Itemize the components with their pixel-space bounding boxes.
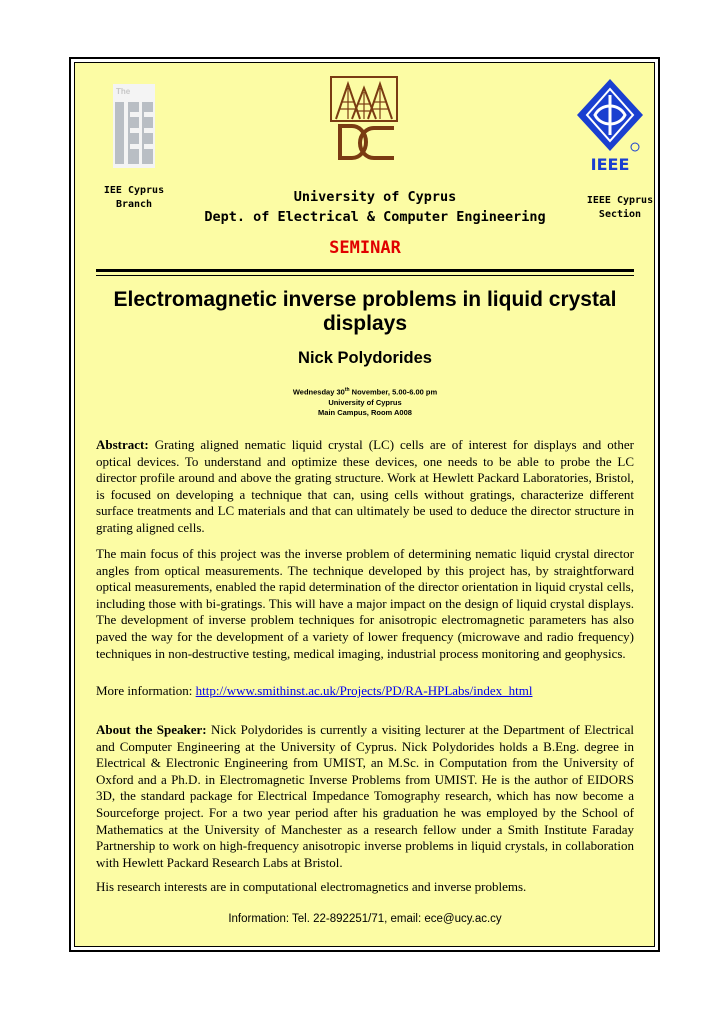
more-info-link[interactable]: http://www.smithinst.ac.uk/Projects/PD/RA-HPLabs/index_html [195, 683, 533, 698]
talk-title-line2: displays [322, 312, 408, 335]
more-info [96, 683, 634, 700]
talk-date [96, 385, 634, 398]
venue-line2: Main Campus, Room A008 [318, 407, 412, 417]
abstract-text: Grating aligned nematic liquid crystal (LC) cells are of interest for displays and other optical devices. To understand and optimize these devices, one needs to be able to probe the LC director profile around and above the grating structure. Work at Hewlett Packard Laboratories, Bristol, is focused on developing a technique that can, using cells without gratings, characterize different surface treatments and LC materials and that can ultimately be used to deduce the director structure in grating aligned cells. [96, 437, 634, 535]
divider-thick [96, 269, 634, 272]
speaker-bio-text: Nick Polydorides is currently a visiting lecturer at the Department of Electrical and Computer Engineering at the University of Cyprus. Nick Polydorides holds a B.Eng. degree in Electrical & Electronic Engineering from UMIST, an M.Sc. in Computation from the University of Oxford and a Ph.D. in Electromagnetic Inverse Problems from UMIST. He is the author of EIDORS 3D, the standard package for Electrical Impedance Tomography research, which has now become a Sourceforge project. For a two year period after his graduation he was employed by the School of Mathematics at the University of Manchester as a research fellow under a Smith Institute Faraday Partnership to work on high-frequency anisotropic inverse problems in liquid crystals, in collaboration with Hewlett Packard Research Labs at Bristol. [96, 722, 634, 870]
project-paragraph: The main focus of this project was the inverse problem of determining nematic liquid crystal director angles from optical measurements. The technique developed by this project has, by straightforward optical measurements, enabled the rapid determination of the director orientation in liquid crystal cells, including those with bi-gratings. This will have a major impact on the design of liquid crystal displays. The development of inverse problem techniques for anisotropic electromagnetic parameters has also paved the way for the development of a variety of lower frequency (microwave and radio frequency) techniques in non-destructive testing, medical imaging, industrial process monitoring and geophysics. [96, 546, 634, 661]
ieee-logo-text: IEEE [590, 155, 630, 173]
ucy-logo [330, 76, 398, 162]
ieee-section-label [580, 194, 660, 222]
more-info-label: More information: [96, 683, 196, 698]
divider-thin [96, 275, 634, 276]
abstract-paragraph [96, 437, 634, 537]
ieee-section-line1: IEEE Cyprus [586, 195, 654, 206]
talk-title-line1: Electromagnetic inverse problems in liquid crystal [113, 288, 617, 311]
research-interests: His research interests are in computational electromagnetics and inverse problems. [96, 879, 527, 894]
iee-branch-line2: Branch [115, 199, 153, 210]
abstract-label: Abstract: [96, 437, 149, 452]
ieee-logo [575, 77, 645, 173]
iee-logo [113, 84, 155, 168]
university-name: University of Cyprus [293, 189, 457, 205]
seminar-label: SEMINAR [329, 238, 401, 258]
speaker-bio-paragraph [96, 722, 634, 871]
contact-info: Information: Tel. 22-892251/71, email: ece@ucy.ac.cy [228, 913, 502, 925]
talk-title [96, 288, 634, 336]
ieee-section-line2: Section [598, 209, 642, 220]
venue-line1: University of Cyprus [328, 397, 402, 407]
iee-branch-line1: IEE Cyprus [103, 185, 165, 196]
talk-date-suffix: th [344, 387, 350, 393]
talk-date-time: November, 5.00-6.00 pm [349, 387, 438, 397]
speaker-name: Nick Polydorides [298, 349, 432, 367]
iee-logo-the: The [116, 87, 131, 96]
talk-schedule [96, 385, 634, 418]
iee-branch-label [96, 184, 172, 212]
speaker-bio-label: About the Speaker: [96, 722, 207, 737]
talk-date-day: Wednesday 30 [292, 387, 345, 397]
department-name: Dept. of Electrical & Computer Engineering [204, 209, 546, 225]
department-heading [180, 187, 570, 227]
